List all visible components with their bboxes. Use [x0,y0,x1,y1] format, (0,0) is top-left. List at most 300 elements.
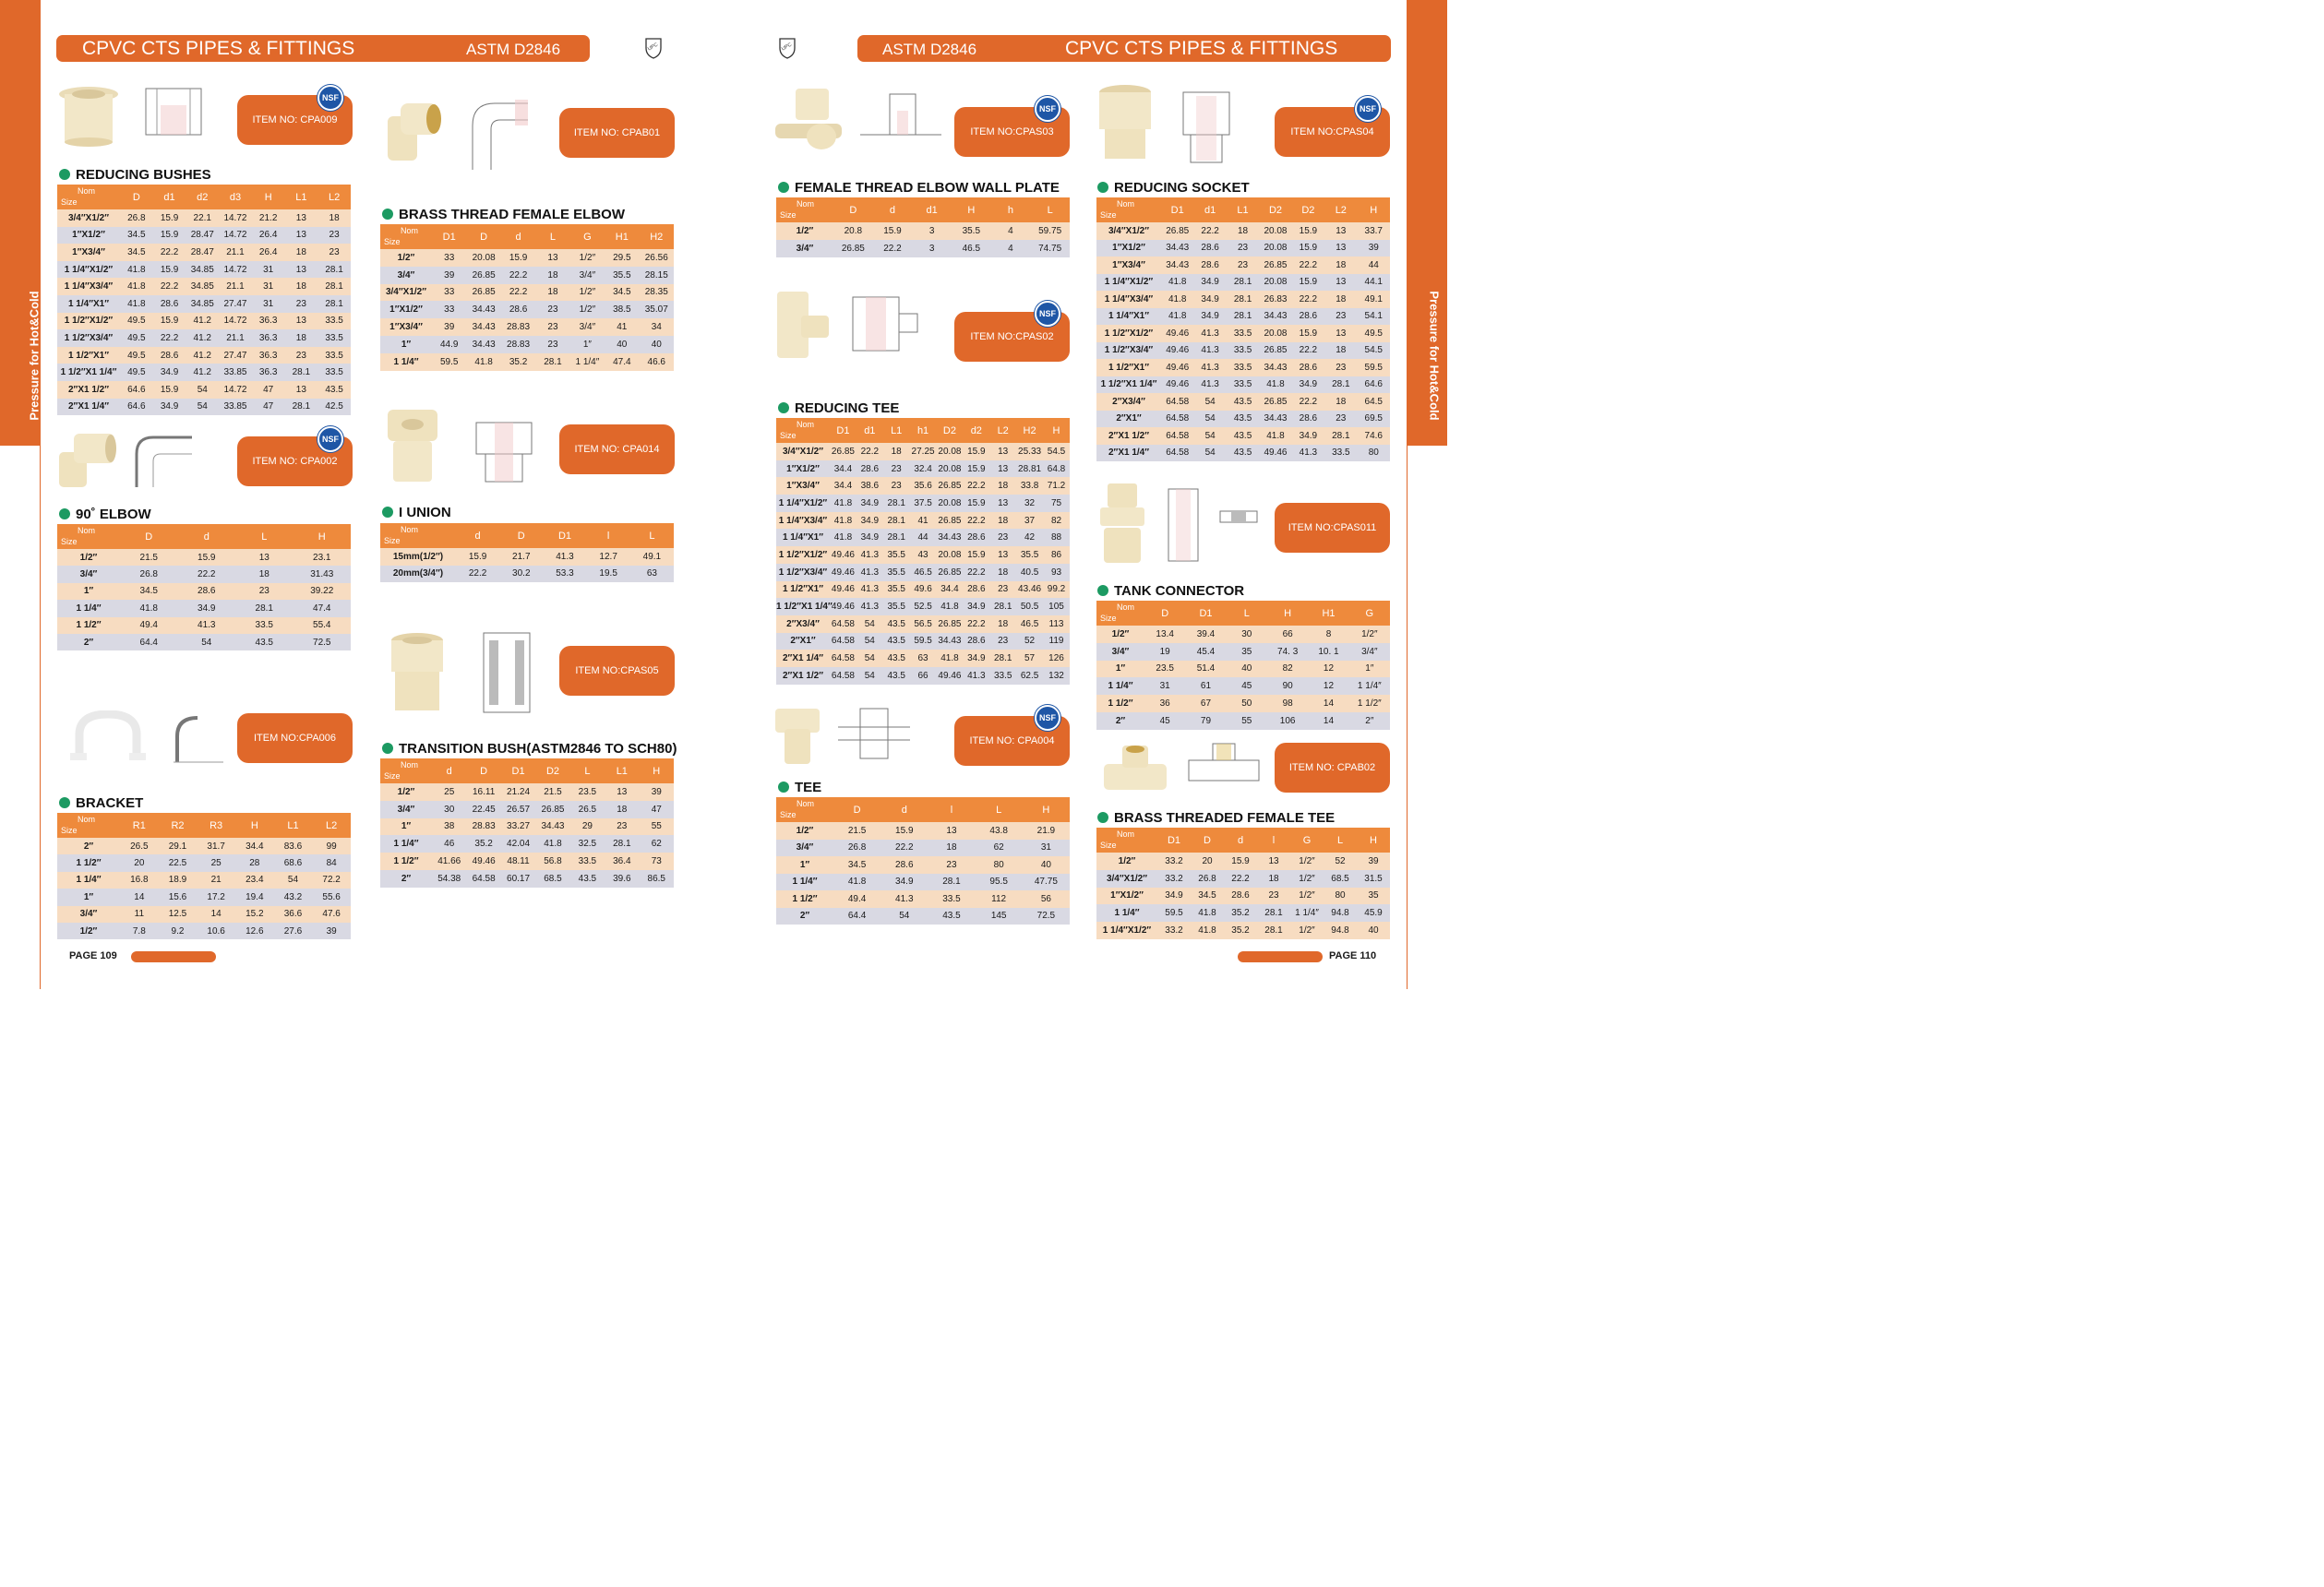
table-row [776,650,1070,667]
row-value: 46 [444,839,455,850]
row-value: 68.5 [1331,873,1349,884]
column-header: D2 [1301,204,1315,216]
row-size: 1″X1/2″ [389,304,423,316]
row-value: 18 [1336,345,1347,356]
row-value: 41.8 [1198,925,1216,937]
row-value: 33.5 [325,316,343,327]
row-value: 13 [998,497,1009,508]
column-header: L [261,531,268,543]
column-header: D [480,765,488,777]
row-value: 53.3 [556,568,574,579]
row-value: 43.5 [887,618,905,629]
header-size: Size [384,237,401,246]
row-value: 13.4 [1156,628,1174,639]
row-value: 22.2 [509,287,528,298]
tee-drawing [834,705,914,762]
row-value: 28.6 [1201,259,1219,270]
table-row [776,615,1070,633]
row-value: 13 [1336,225,1347,236]
row-value: 55.6 [322,891,341,902]
row-size: 2″ [83,637,94,648]
row-value: 41 [917,515,928,526]
row-value: 34.9 [860,497,880,508]
spec-table-tee [776,797,1070,925]
row-value: 145 [990,911,1007,922]
row-value: 54.38 [437,873,461,884]
row-value: 46.5 [962,244,981,254]
column-header: D1 [836,424,850,436]
row-value: 49.46 [1264,447,1288,459]
table-row [1096,274,1390,292]
row-value: 23 [258,586,270,597]
row-value: 18 [547,269,558,280]
row-value: 67 [1200,698,1212,710]
row-value: 80 [1335,890,1346,901]
row-size: 1 1/4″X1/2″ [1102,925,1152,937]
tee-photo [772,705,823,766]
row-value: 34.9 [895,877,914,888]
table-header-row [776,418,1070,443]
row-value: 47 [263,384,274,395]
row-size: 15mm(1/2″) [392,551,444,562]
row-value: 49.46 [831,602,855,613]
header-nom-size [380,758,432,783]
row-value: 28.1 [292,401,311,412]
table-row [57,872,351,889]
row-value: 54.1 [1364,311,1383,322]
nsf-certification-icon: NSF [1355,96,1381,122]
row-value: 41.8 [1266,430,1285,441]
row-value: 34.9 [1165,890,1183,901]
row-value: 27.6 [283,925,303,937]
header-size: Size [780,431,797,440]
row-value: 28.6 [1299,311,1318,322]
row-value: 99 [326,841,337,852]
row-value: 3 [928,226,935,236]
column-header: D1 [1167,834,1181,846]
row-size: 3/4″ [79,909,98,920]
upc-mark-text: UPC [780,42,794,53]
row-value: 49.5 [127,350,146,361]
row-value: 80 [1368,447,1379,459]
row-value: 34.43 [938,636,962,647]
section-title-tank-connector: TANK CONNECTOR [1114,583,1245,599]
row-value: 25 [210,858,222,869]
row-value: 74.75 [1038,244,1062,254]
row-size: 1″X1/2″ [1112,243,1145,254]
row-value: 56 [1040,893,1051,904]
row-size: 3/4″ [397,269,415,280]
row-value: 21.1 [226,246,245,257]
column-header: H1 [615,231,629,243]
row-value: 28.1 [255,603,273,614]
row-value: 66 [1282,628,1293,639]
row-value: 36.4 [613,856,631,867]
row-value: 34.9 [967,602,986,613]
section-title-reducing-socket: REDUCING SOCKET [1114,180,1250,196]
spec-table-reducing-tee [776,418,1070,685]
row-value: 21.1 [226,332,245,343]
row-size: 1 1/4″ [393,839,419,850]
row-size: 1 1/4″X1/2″ [1104,277,1154,288]
row-size: 2″ [401,873,412,884]
row-value: 34.43 [472,322,496,333]
table-row [57,854,351,871]
row-value: 41.2 [193,350,211,361]
row-value: 1″ [582,339,592,350]
table-row [1096,853,1390,870]
column-header: d2 [197,191,209,203]
row-value: 41.3 [860,549,880,560]
row-value: 33 [444,304,455,316]
row-size: 1 1/4″X1/2″ [778,497,828,508]
row-value: 21.1 [226,281,245,292]
row-value: 18 [946,842,957,853]
table-row [57,364,351,381]
row-value: 64.8 [1047,463,1066,474]
item-no-cpab02: ITEM NO: CPAB02 [1275,743,1390,793]
row-value: 33.5 [942,893,961,904]
row-value: 18 [1336,259,1347,270]
row-value: 54 [197,384,208,395]
column-header: H [317,531,326,543]
row-value: 35.6 [914,481,932,492]
column-header: D [849,204,857,216]
column-header: D2 [545,765,559,777]
column-header: D [132,191,140,203]
table-row [776,581,1070,599]
row-value: 64.6 [127,401,146,412]
row-value: 34.43 [1264,413,1288,424]
spec-table-reducing-bushes [57,185,351,415]
column-header: H [967,204,976,216]
row-value: 43.5 [578,873,597,884]
spec-table-90-elbow [57,524,351,650]
row-value: 14.72 [223,384,247,395]
row-value: 15.9 [468,551,487,562]
row-value: 54 [201,637,212,648]
row-value: 39 [651,786,662,797]
row-value: 98 [1282,698,1293,710]
row-value: 15.9 [1299,328,1318,339]
header-nom: Nom [797,799,815,808]
row-size: 3/4″X1/2″ [782,446,824,457]
column-header: d [203,531,210,543]
header-size: Size [61,537,78,546]
row-value: 64.58 [831,636,855,647]
left-page-pill [131,951,216,962]
row-value: 43.5 [887,653,905,664]
row-value: 27.25 [911,446,935,457]
row-value: 28.1 [887,497,905,508]
table-row [57,329,351,347]
row-value: 28.81 [1018,463,1042,474]
row-value: 22.45 [472,804,496,815]
row-value: 32 [1024,497,1036,508]
brass-elbow-drawing [454,89,537,173]
row-value: 41.8 [127,264,146,275]
row-value: 66 [917,670,928,681]
table-row [776,633,1070,650]
table-row [57,889,351,905]
row-value: 35.2 [474,839,493,850]
column-header: D [480,231,488,243]
column-header: L1 [616,765,628,777]
row-value: 21 [210,875,222,886]
row-value: 18 [891,446,902,457]
row-value: 26.85 [938,618,962,629]
table-row [776,564,1070,581]
left-page-number: PAGE 109 [69,950,117,961]
row-value: 20.08 [1264,225,1288,236]
row-value: 34.85 [190,298,214,309]
table-row [57,600,351,616]
row-value: 41.8 [940,602,959,613]
column-header: H [1370,834,1377,846]
column-header: d3 [229,191,242,203]
row-value: 59.5 [439,356,459,367]
row-value: 43.2 [283,891,303,902]
row-value: 20.08 [938,463,962,474]
row-value: 13 [998,446,1009,457]
row-value: 19 [1159,646,1170,657]
row-value: 59.5 [1165,908,1183,919]
row-value: 41.3 [198,620,216,631]
row-value: 62 [651,839,662,850]
row-value: 13 [998,549,1009,560]
section-bullet-icon [382,507,393,518]
row-value: 41.3 [1201,362,1219,373]
row-value: 41.3 [860,567,880,578]
row-value: 41 [617,322,628,333]
row-value: 28.6 [1231,890,1250,901]
right-page-number: PAGE 110 [1329,950,1377,961]
column-header: H [1284,607,1292,619]
row-value: 26.5 [130,841,149,852]
row-value: 22.2 [967,567,986,578]
row-value: 15.9 [160,230,179,241]
row-value: 34 [651,322,662,333]
column-header: L1 [891,424,903,436]
row-size: 1″ [83,586,94,597]
row-value: 34.9 [1201,311,1219,322]
table-row [57,634,351,650]
table-row [776,840,1070,857]
row-value: 14 [1323,698,1335,710]
row-value: 36 [1159,698,1170,710]
row-value: 21.7 [512,551,531,562]
row-value: 64.4 [139,637,158,648]
section-bullet-icon [1097,182,1108,193]
row-value: 33.5 [1233,328,1252,339]
row-value: 34.43 [472,304,496,316]
row-size: 1 1/2″X1″ [1108,362,1150,373]
row-value: 86.5 [647,873,665,884]
table-row [1096,712,1390,730]
row-value: 47.4 [613,356,631,367]
row-value: 18 [998,618,1009,629]
row-value: 39 [444,322,455,333]
row-value: 13 [617,786,628,797]
row-value: 34.9 [160,367,179,378]
table-row [380,801,674,818]
table-header-row [57,185,351,209]
row-value: 20.08 [1264,243,1288,254]
row-value: 43.8 [989,825,1008,836]
row-value: 18 [1336,293,1347,304]
row-value: 13 [1268,855,1279,866]
row-value: 43.46 [1018,584,1042,595]
item-no-cpa004: ITEM NO: CPA004 [954,716,1070,766]
section-bullet-icon [382,209,393,220]
transition-bush-photo [388,631,447,714]
column-header: L [549,231,557,243]
row-size: 1 1/2″X1/2″ [778,549,828,560]
row-value: 3/4″ [579,322,596,333]
section-title-bracket: BRACKET [76,795,144,811]
column-header: H [653,765,661,777]
row-value: 34.43 [1264,362,1288,373]
row-value: 13 [547,252,558,263]
row-value: 64.58 [1166,430,1190,441]
row-value: 23 [295,298,306,309]
row-value: 44 [917,532,928,543]
row-value: 28.6 [1299,413,1318,424]
table-row [1096,376,1390,394]
column-header: D [1161,607,1169,619]
row-value: 64.58 [831,618,855,629]
row-value: 28.1 [942,877,961,888]
column-header: h [1007,204,1014,216]
table-row [57,399,351,416]
row-value: 34.85 [190,281,214,292]
row-value: 46.6 [647,356,665,367]
row-value: 33.2 [1165,855,1183,866]
row-value: 19.5 [599,568,617,579]
row-value: 34.9 [860,532,880,543]
row-value: 22.2 [883,244,902,254]
brass-tee-photo [1102,742,1168,794]
header-nom-size [57,813,120,838]
table-row [776,240,1070,257]
row-value: 41.3 [967,670,986,681]
row-value: 26.8 [127,212,146,223]
row-size: 1/2″ [79,552,98,563]
row-value: 20.08 [1264,277,1288,288]
row-value: 15.9 [160,212,179,223]
row-value: 1/2″ [1299,873,1315,884]
row-value: 13 [295,264,306,275]
row-value: 28.1 [544,356,562,367]
row-value: 35.5 [887,567,905,578]
row-value: 39.4 [1196,628,1216,639]
row-value: 33.5 [325,332,343,343]
row-value: 26.85 [831,446,855,457]
row-value: 15.9 [967,446,986,457]
row-value: 64.4 [847,911,867,922]
column-header: d [901,804,907,816]
row-value: 49.4 [847,893,867,904]
row-value: 35 [1241,646,1252,657]
row-value: 4 [1008,244,1013,254]
row-value: 83.6 [283,841,303,852]
row-value: 11 [134,909,145,920]
row-value: 41.3 [895,893,914,904]
row-size: 1″ [799,859,810,870]
row-value: 54 [1204,396,1216,407]
row-size: 2″X1″ [1116,413,1142,424]
row-value: 13 [1336,277,1347,288]
bracket-drawing [170,710,227,766]
row-value: 23 [998,584,1009,595]
row-value: 10.6 [207,925,225,937]
table-row [380,353,674,371]
header-nom-size [1096,828,1157,853]
column-header: d1 [926,204,938,216]
section-title-reducing-tee: REDUCING TEE [795,400,900,416]
row-value: 28.6 [509,304,528,316]
row-value: 28.83 [472,821,496,832]
row-size: 1 1/2″ [76,620,102,631]
row-value: 13 [258,552,270,563]
table-row [57,313,351,330]
row-value: 14 [1323,715,1335,726]
table-row [1096,411,1390,428]
table-header-row [776,197,1070,222]
row-value: 22.2 [967,515,986,526]
table-row [776,874,1070,891]
bracket-photo [70,710,146,762]
row-value: 49.5 [1364,328,1383,339]
section-bullet-icon [1097,812,1108,823]
row-value: 126 [1048,653,1064,664]
row-value: 15.9 [883,226,902,236]
table-row [57,549,351,566]
row-value: 23.1 [313,552,331,563]
row-value: 20 [134,858,145,869]
row-value: 41.2 [193,332,211,343]
row-value: 29 [581,821,593,832]
header-nom: Nom [78,186,96,196]
header-nom: Nom [401,760,419,770]
row-size: 1 1/2″X1″ [782,584,824,595]
row-value: 18 [998,515,1009,526]
row-value: 41.8 [1168,311,1187,322]
section-bullet-icon [778,402,789,413]
section-title-90-elbow: 90˚ ELBOW [76,507,151,522]
section-title-wall-plate: FEMALE THREAD ELBOW WALL PLATE [795,180,1060,196]
row-value: 15.9 [967,549,986,560]
row-value: 31.7 [207,841,225,852]
row-value: 39 [1368,243,1379,254]
row-value: 31 [1159,681,1170,692]
item-no-cpas011: ITEM NO:CPAS011 [1275,503,1390,553]
row-value: 41.3 [1299,447,1318,459]
table-row [1096,342,1390,360]
row-value: 28.6 [198,586,216,597]
row-value: 41.8 [1198,908,1216,919]
row-value: 12 [1323,663,1335,674]
row-value: 34.43 [1166,259,1190,270]
row-value: 34.9 [1299,379,1318,390]
table-row [776,222,1070,240]
row-value: 22.5 [168,858,187,869]
column-header: H [264,191,272,203]
row-value: 22.2 [509,269,528,280]
row-value: 35.2 [509,356,528,367]
row-value: 27.47 [223,350,247,361]
row-value: 34.4 [246,841,264,852]
